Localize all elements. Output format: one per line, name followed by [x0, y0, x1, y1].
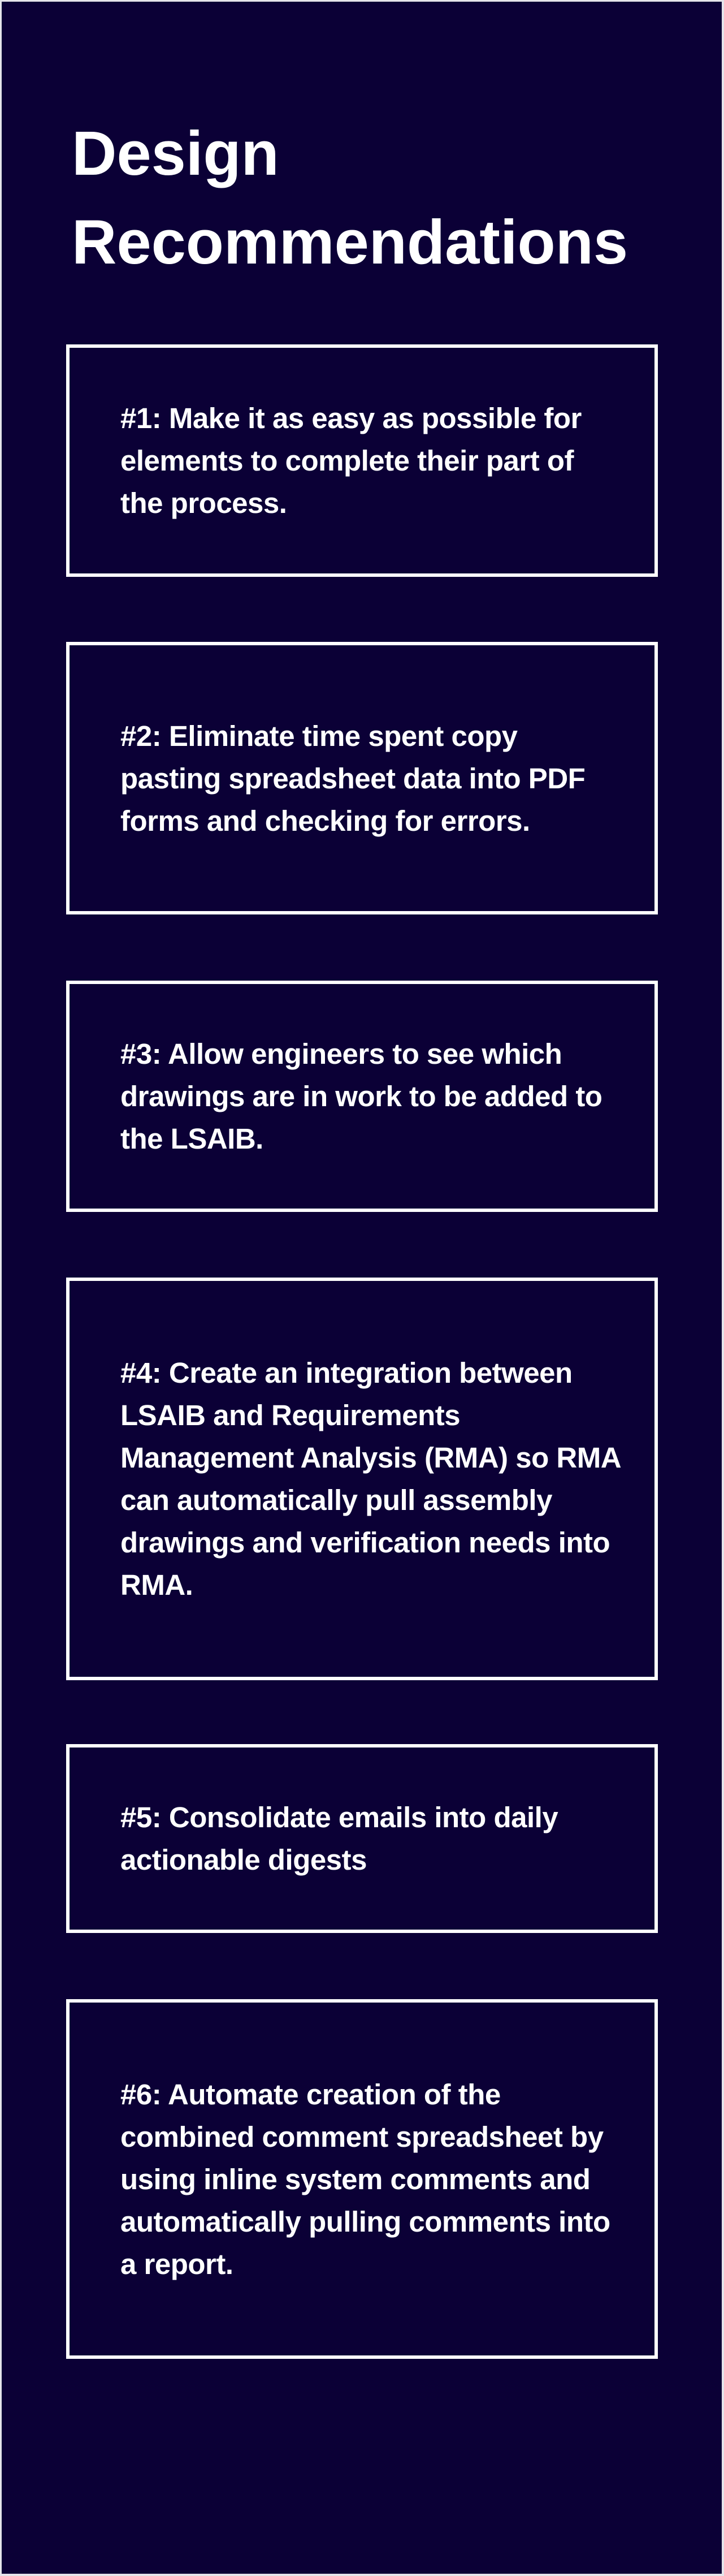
- page-title-line-1: Design: [72, 119, 279, 188]
- recommendation-card-2: [66, 642, 658, 914]
- page-title: [72, 109, 628, 287]
- recommendation-card-4: [66, 1278, 658, 1680]
- recommendation-card-3: [66, 981, 658, 1212]
- recommendation-card-6: [66, 1999, 658, 2359]
- page-title-line-2: Recommendations: [72, 208, 628, 277]
- design-recommendations-panel: [2, 2, 722, 2574]
- recommendation-text: #5: Consolidate emails into daily actionable digests: [120, 1801, 558, 1876]
- recommendation-card-5: [66, 1744, 658, 1933]
- recommendation-text: #3: Allow engineers to see which drawings are in work to be added to the LSAIB.: [120, 1038, 602, 1155]
- recommendation-text: #6: Automate creation of the combined comment spreadsheet by using inline system comments and automatically pulling comments into a report.: [120, 2078, 610, 2280]
- recommendation-text: #4: Create an integration between LSAIB and Requirements Management Analysis (RMA) so RMA can automatically pull assembly drawings and verification needs into RMA.: [120, 1357, 621, 1601]
- recommendation-text: #2: Eliminate time spent copy pasting spreadsheet data into PDF forms and checking for errors.: [120, 719, 586, 837]
- recommendation-card-1: [66, 344, 658, 577]
- recommendation-text: #1: Make it as easy as possible for elements to complete their part of the process.: [120, 402, 582, 519]
